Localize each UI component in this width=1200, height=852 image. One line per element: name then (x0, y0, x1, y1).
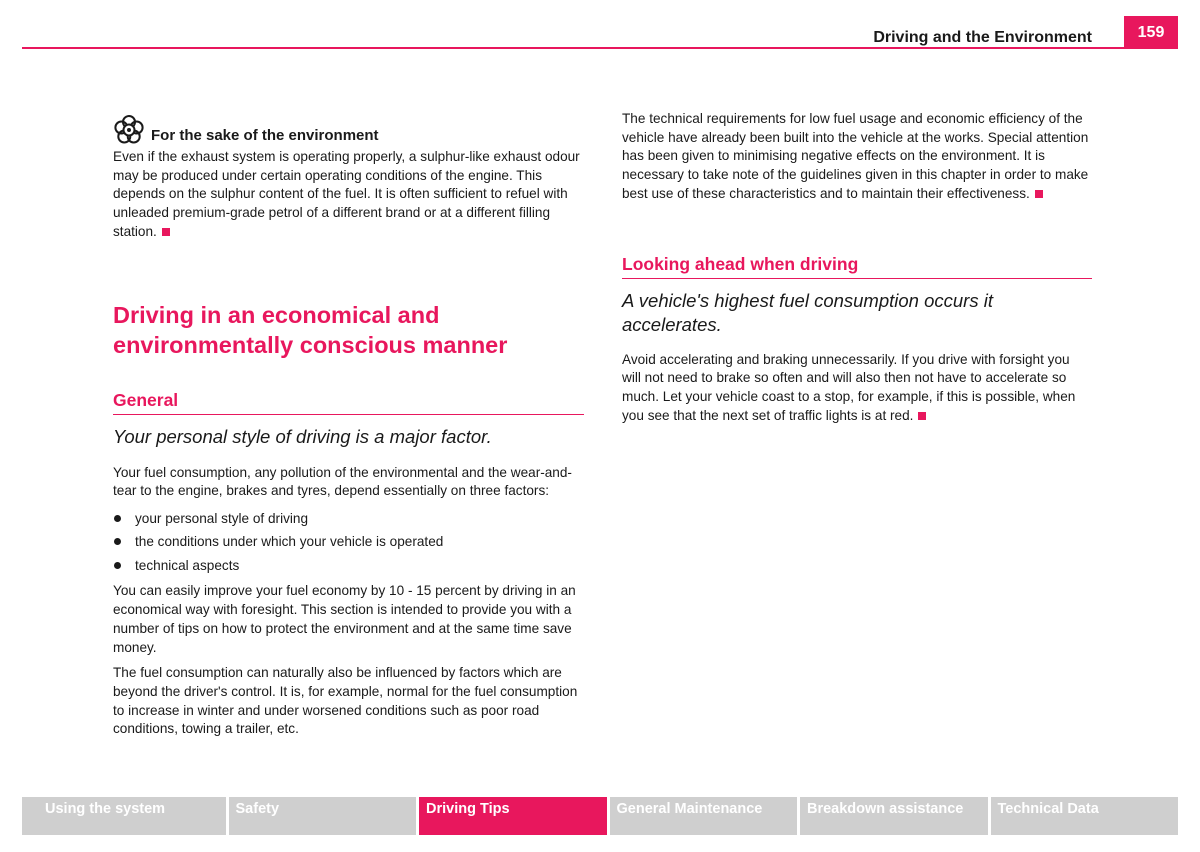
nav-tab-using-the-system[interactable]: Using the system (22, 797, 226, 835)
left-column (113, 114, 584, 746)
looking-ahead-paragraph: Avoid accelerating and braking unnecessarily. If you drive with forsight you will not need to brake so often and will also then not have to accelerate so much. Let your vehicle coast to a stop, for example, if this is possible, when you see that the next set of traffic lights is at red. (622, 351, 1076, 423)
flower-icon (113, 114, 145, 146)
environment-note-heading (113, 114, 584, 146)
page-header-title: Driving and the Environment (873, 29, 1092, 46)
looking-ahead-subsection (622, 253, 1092, 279)
lead-text-looking-ahead: A vehicle's highest fuel consumption occurs it accelerates. (622, 289, 993, 335)
nav-tab-breakdown-assistance[interactable]: Breakdown assistance (800, 797, 988, 835)
list-item: technical aspects (113, 557, 584, 576)
list-item: your personal style of driving (113, 510, 584, 529)
nav-tab-safety[interactable]: Safety (229, 797, 417, 835)
page-number: 159 (1124, 16, 1178, 49)
nav-tab-general-maintenance[interactable]: General Maintenance (610, 797, 798, 835)
end-of-section-mark (1035, 190, 1043, 198)
bullet-icon (114, 515, 121, 522)
bullet-icon (114, 562, 121, 569)
subsection-title-looking-ahead: Looking ahead when driving (622, 253, 859, 274)
list-item: the conditions under which your vehicle is operated (113, 533, 584, 552)
end-of-section-mark (918, 412, 926, 420)
consumption-factors-paragraph: The fuel consumption can naturally also be influenced by factors which are beyond the driver's control. It is, for example, normal for the fuel consumption to increase in winter and under worsened conditions such as poor road conditions, towing a trailer, etc. (113, 665, 578, 737)
intro-paragraph: Your fuel consumption, any pollution of the environmental and the wear-and-tear to the engine, brakes and tyres, depend essentially on three factors: (113, 464, 572, 499)
technical-requirements-paragraph: The technical requirements for low fuel usage and economic efficiency of the vehicle have already been built into the vehicle at the works. Special attention has been given to minimising negative effects on the environment. It is necessary to take note of the guidelines given in this chapter in order to make best use of these characteristics and to maintain their effectiveness. (622, 111, 1089, 201)
end-of-section-mark (162, 228, 170, 236)
general-subsection (113, 389, 584, 415)
header-rule (22, 47, 1178, 49)
subsection-rule (113, 414, 584, 415)
nav-tab-driving-tips[interactable]: Driving Tips (419, 797, 607, 835)
subsection-title-general: General (113, 389, 179, 410)
lead-text-general: Your personal style of driving is a major factor. (113, 425, 492, 447)
nav-tab-technical-data[interactable]: Technical Data (991, 797, 1179, 835)
right-column (622, 110, 1092, 432)
environment-note-text: Even if the exhaust system is operating properly, a sulphur-like exhaust odour may be produced under certain operating conditions of the engine. This depends on the sulphur content of the fuel. It is often sufficient to refuel with unleaded premium-grade petrol of a different brand or at a different filling station. (113, 149, 580, 239)
environment-note-title: For the sake of the environment (151, 127, 379, 144)
subsection-rule (622, 278, 1092, 279)
bullet-icon (114, 538, 121, 545)
chapter-nav-bar (22, 797, 1178, 835)
economy-paragraph: You can easily improve your fuel economy by 10 - 15 percent by driving in an economical way with foresight. This section is intended to provide you with a number of tips on how to protect the environment and at the same time save money. (113, 583, 576, 655)
factors-list (113, 510, 584, 575)
section-title: Driving in an economical and environmentally conscious manner (113, 301, 508, 358)
